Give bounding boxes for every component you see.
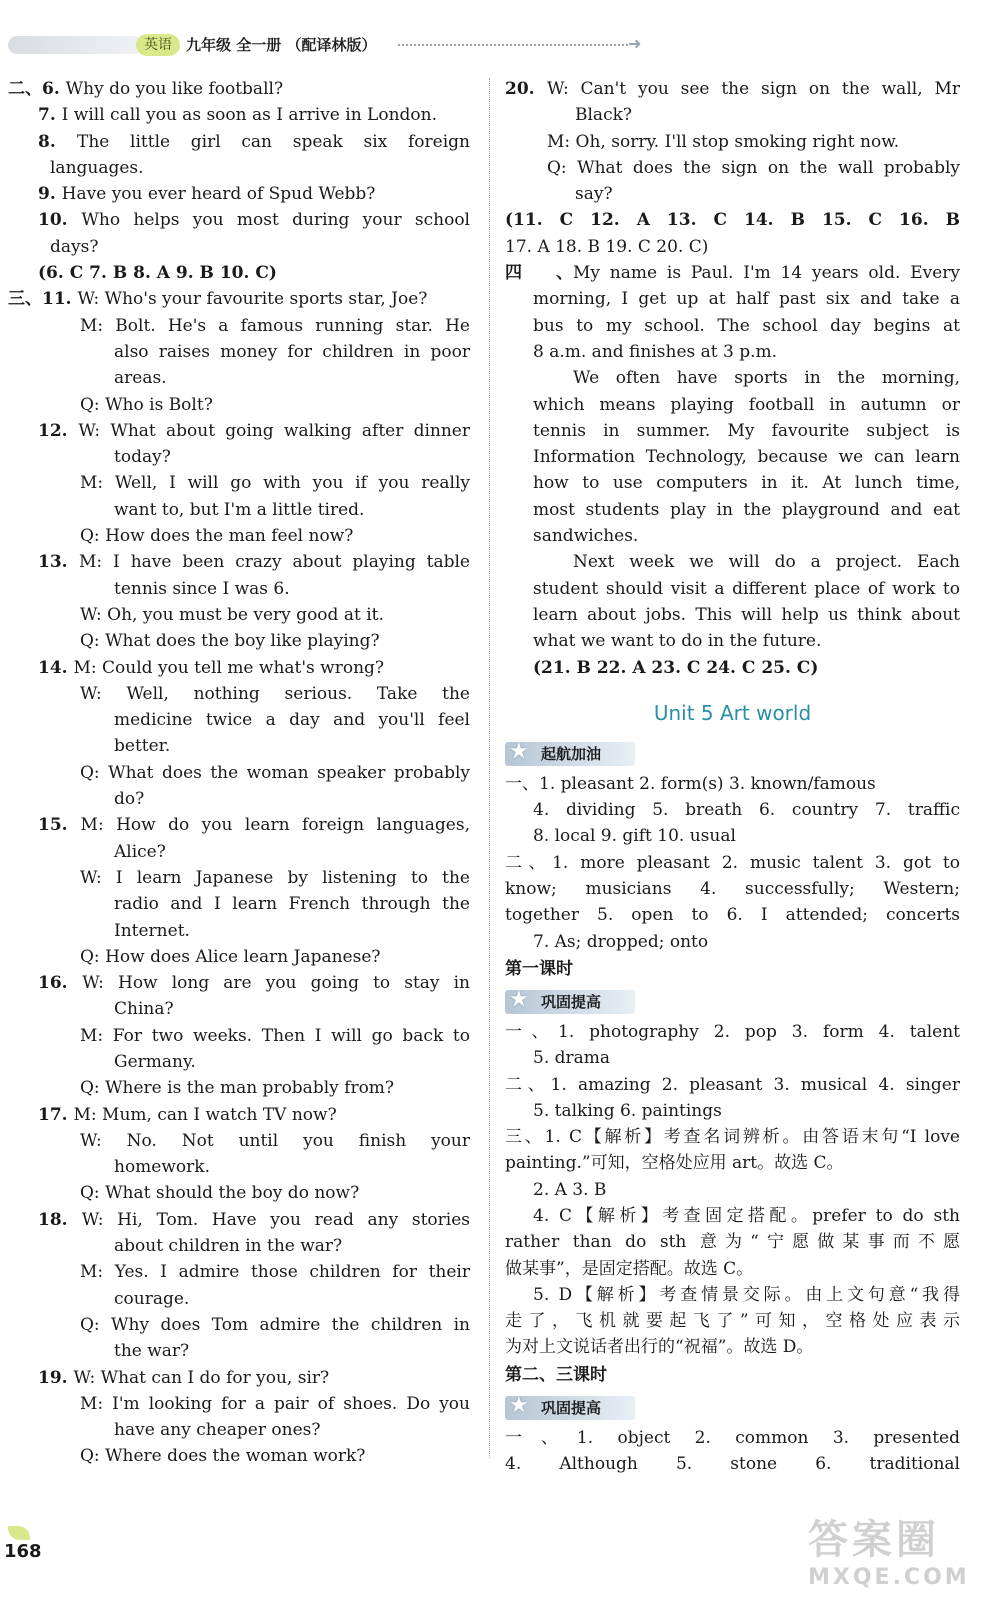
passage-text: what we want to do in the future. <box>533 631 822 652</box>
text-line <box>505 1451 960 1477</box>
item-text: Q: Where is the man probably from? <box>80 1078 395 1099</box>
text-line <box>505 1334 960 1360</box>
header-decor-bar <box>8 36 138 54</box>
text-line <box>8 1443 470 1469</box>
text-line <box>8 1365 470 1391</box>
item-text: Alice? <box>114 841 166 862</box>
text-line <box>8 339 470 365</box>
item-text: today? <box>114 447 171 468</box>
text-line <box>8 1338 470 1364</box>
text-line <box>505 1282 960 1308</box>
item-number: 8. <box>38 131 77 152</box>
text-line <box>505 876 960 902</box>
text-line <box>8 628 470 654</box>
text-line <box>8 1207 470 1233</box>
text-line <box>8 602 470 628</box>
passage-line <box>505 628 960 654</box>
item-text: 二、1. amazing 2. pleasant 3. musical 4. singer <box>505 1074 960 1095</box>
passage-line <box>505 523 960 549</box>
header-dotted-line <box>398 44 628 46</box>
item-text: 一、1. photography 2. pop 3. form 4. talent <box>505 1021 960 1042</box>
item-text: W: Can't you see the sign on the wall, Mr <box>546 79 960 99</box>
passage-text: 8 a.m. and finishes at 3 p.m. <box>533 341 778 362</box>
text-line <box>8 944 470 970</box>
text-line <box>8 365 470 391</box>
passage-line <box>505 444 960 470</box>
text-line <box>8 286 470 312</box>
column-divider <box>489 78 490 1458</box>
listening-q20 <box>505 76 960 260</box>
item-number: 12. <box>38 420 79 441</box>
item-text: 走了，飞机就要起飞了”可知，空格处应表示 <box>505 1311 960 1332</box>
item-text: also raises money for children in poor <box>114 341 470 362</box>
text-line <box>505 207 960 233</box>
passage-line <box>505 286 960 312</box>
section-label: 巩固提高 <box>541 1398 602 1417</box>
text-line <box>8 497 470 523</box>
item-number: 18. <box>38 1209 82 1230</box>
star-icon: ★ <box>509 986 529 1012</box>
item-number: 20. <box>505 79 547 99</box>
text-line <box>8 181 470 207</box>
passage-label: 四、 <box>505 263 573 284</box>
text-line <box>8 1286 470 1312</box>
text-line <box>8 996 470 1022</box>
text-line <box>505 823 960 849</box>
text-line <box>505 1019 960 1045</box>
item-text: W: What can I do for you, sir? <box>73 1367 330 1388</box>
text-line <box>8 1312 470 1338</box>
text-line <box>8 786 470 812</box>
item-text: 三、1. C【解析】考查名词辨析。由答语末句“I love <box>505 1127 960 1148</box>
item-text: 5. drama <box>533 1048 611 1069</box>
text-line <box>8 1102 470 1128</box>
passage-line <box>505 339 960 365</box>
item-text: about children in the war? <box>114 1236 343 1257</box>
item-number: 15. <box>38 815 81 836</box>
item-text: M: Oh, sorry. I'll stop smoking right now. <box>547 131 900 152</box>
item-text: Germany. <box>114 1051 196 1072</box>
text-line <box>505 850 960 876</box>
item-text: W: Who's your favourite sports star, Joe? <box>77 289 428 310</box>
passage-text: which means playing football in autumn or <box>533 394 960 415</box>
text-line <box>505 1098 960 1124</box>
item-text: 4. Although 5. stone 6. traditional <box>505 1454 960 1475</box>
item-text: together 5. open to 6. I attended; concerts <box>505 905 960 926</box>
text-line <box>8 234 470 260</box>
item-text: M: Well, I will go with you if you really <box>80 473 470 494</box>
passage-line <box>505 418 960 444</box>
passage-line <box>505 260 960 286</box>
passage-line <box>505 602 960 628</box>
text-line <box>505 76 960 102</box>
watermark-line2: MXQE.COM <box>808 1565 970 1590</box>
passage-line <box>505 365 960 391</box>
text-line <box>8 1154 470 1180</box>
item-number: 17. <box>38 1104 74 1125</box>
right-column <box>505 76 960 1477</box>
page-number: 168 <box>4 1541 42 1562</box>
item-text: painting.”可知，空格处应用 art。故选 C。 <box>505 1153 844 1174</box>
item-text: 做某事”，是固定搭配。故选 C。 <box>505 1258 754 1279</box>
text-line <box>505 1308 960 1334</box>
item-text: W: No. Not until you finish your <box>80 1130 470 1151</box>
star-icon: ★ <box>509 738 529 764</box>
item-text: M: Mum, can I watch TV now? <box>73 1104 337 1125</box>
item-text: Q: How does Alice learn Japanese? <box>80 946 381 967</box>
passage-text: Next week we will do a project. Each <box>573 552 960 573</box>
text-line <box>8 260 470 286</box>
text-line <box>8 1128 470 1154</box>
item-text: Q: What does the woman speaker probably <box>80 762 470 783</box>
item-text: China? <box>114 999 174 1020</box>
subject-badge: 英语 <box>136 34 180 56</box>
passage-line <box>505 576 960 602</box>
item-text: 一、1. object 2. common 3. presented <box>505 1427 960 1448</box>
passage-text: morning, I get up at half past six and take a <box>533 289 960 310</box>
text-line <box>8 839 470 865</box>
text-line <box>8 418 470 444</box>
item-text: W: What about going walking after dinner <box>78 420 470 441</box>
item-text: radio and I learn French through the <box>114 894 470 915</box>
item-number: 二、6. <box>8 79 66 99</box>
passage-text: student should visit a different place of work to <box>533 578 960 599</box>
text-line <box>8 129 470 155</box>
item-text: Q: How does the man feel now? <box>80 526 354 547</box>
item-text: I will call you as soon as I arrive in London. <box>61 105 437 126</box>
item-text: know; musicians 4. successfully; Western; <box>505 879 960 900</box>
passage-line <box>505 313 960 339</box>
section-header-2 <box>505 987 960 1017</box>
text-line <box>505 155 960 181</box>
item-text: W: Oh, you must be very good at it. <box>80 604 384 625</box>
watermark-logo <box>808 1508 988 1594</box>
text-line <box>8 1049 470 1075</box>
text-line <box>505 771 960 797</box>
text-line <box>8 576 470 602</box>
item-text: Why do you like football? <box>65 79 284 99</box>
text-line <box>8 681 470 707</box>
passage-text: We often have sports in the morning, <box>573 368 960 389</box>
item-text: have any cheaper ones? <box>114 1420 321 1441</box>
arrow-right-icon: ➜ <box>628 34 642 53</box>
text-line <box>8 76 470 102</box>
text-line <box>505 1177 960 1203</box>
item-text: Q: Why does Tom admire the children in <box>80 1314 470 1335</box>
item-text: M: I have been crazy about playing table <box>79 552 470 573</box>
item-number: 16. <box>38 973 83 994</box>
item-text: 一、1. pleasant 2. form(s) 3. known/famous <box>505 773 876 794</box>
text-line <box>8 102 470 128</box>
text-line <box>8 707 470 733</box>
text-line <box>8 812 470 838</box>
text-line <box>8 918 470 944</box>
page-header <box>8 30 648 60</box>
star-icon: ★ <box>509 1392 529 1418</box>
item-text: The little girl can speak six foreign <box>76 131 470 152</box>
item-number: 10. <box>38 210 82 231</box>
item-text: Have you ever heard of Spud Webb? <box>61 184 376 205</box>
item-number: 9. <box>38 184 62 205</box>
text-line <box>8 1180 470 1206</box>
passage-text: sandwiches. <box>533 526 639 547</box>
item-text: M: How do you learn foreign languages, <box>80 815 470 836</box>
item-text: 17. A 18. B 19. C 20. C) <box>505 236 709 257</box>
text-line <box>8 1233 470 1259</box>
section-1-answers <box>505 771 960 955</box>
text-line <box>505 1425 960 1451</box>
text-line <box>8 970 470 996</box>
item-text: W: How long are you going to stay in <box>82 973 470 994</box>
item-text: Q: Where does the woman work? <box>80 1446 366 1467</box>
text-line <box>8 733 470 759</box>
item-text: Q: Who is Bolt? <box>80 394 213 415</box>
section-2-answers <box>505 1019 960 1361</box>
passage-text: how to use computers in it. At lunch time, <box>533 473 960 494</box>
lesson-heading-2: 第二、三课时 <box>505 1364 607 1385</box>
watermark-line1: 答案圈 <box>808 1517 940 1563</box>
item-text: do? <box>114 789 145 810</box>
item-text: the war? <box>114 1341 190 1362</box>
item-text: Who helps you most during your school <box>81 210 470 231</box>
item-text: want to, but I'm a little tired. <box>114 499 365 520</box>
passage-text: tennis in summer. My favourite subject is <box>533 420 960 441</box>
section-header-1 <box>505 739 960 769</box>
text-line <box>505 1256 960 1282</box>
item-text: 8. local 9. gift 10. usual <box>533 826 736 847</box>
item-text: better. <box>114 736 171 757</box>
text-line <box>8 1417 470 1443</box>
item-text: Q: What does the boy like playing? <box>80 631 380 652</box>
item-text: (6. C 7. B 8. A 9. B 10. C) <box>38 263 277 284</box>
item-text: Black? <box>575 105 633 126</box>
text-line <box>8 392 470 418</box>
text-line <box>8 655 470 681</box>
lesson-heading-1: 第一课时 <box>505 958 573 979</box>
item-number: 7. <box>38 105 62 126</box>
item-text: rather than do sth 意为“宁愿做某事而不愿 <box>505 1232 960 1253</box>
item-text: say? <box>575 184 613 205</box>
item-text: M: Yes. I admire those children for their <box>80 1262 470 1283</box>
passage-text: (21. B 22. A 23. C 24. C 25. C) <box>533 657 819 678</box>
text-line <box>505 1045 960 1071</box>
text-line <box>505 129 960 155</box>
item-text: M: Bolt. He's a famous running star. He <box>80 315 470 336</box>
item-text: languages. <box>50 157 144 178</box>
item-text: 4. dividing 5. breath 6. country 7. traffic <box>533 800 960 821</box>
item-text: courage. <box>114 1288 190 1309</box>
text-line <box>505 234 960 260</box>
item-text: 5. talking 6. paintings <box>533 1100 722 1121</box>
item-text: Q: What does the sign on the wall probably <box>547 157 960 178</box>
passage-text: My name is Paul. I'm 14 years old. Every <box>573 263 960 284</box>
passage-line <box>505 497 960 523</box>
item-number: 13. <box>38 552 80 573</box>
unit-title: Unit 5 Art world <box>653 700 812 725</box>
item-text: M: Could you tell me what's wrong? <box>73 657 385 678</box>
item-text: areas. <box>114 368 167 389</box>
item-text: M: I'm looking for a pair of shoes. Do you <box>80 1393 470 1414</box>
passage-line <box>505 655 960 681</box>
item-text: W: I learn Japanese by listening to the <box>80 867 470 888</box>
item-text: 二、1. more pleasant 2. music talent 3. got to <box>505 852 960 873</box>
page-number-block <box>0 1522 48 1562</box>
item-number: 19. <box>38 1367 74 1388</box>
text-line <box>505 1229 960 1255</box>
section-3-answers <box>505 1425 960 1478</box>
item-text: W: Hi, Tom. Have you read any stories <box>81 1209 470 1230</box>
text-line <box>8 865 470 891</box>
item-text: Q: What should the boy do now? <box>80 1183 360 1204</box>
text-line <box>8 313 470 339</box>
passage-text: Information Technology, because we can learn <box>533 447 960 468</box>
section-label: 起航加油 <box>541 744 602 763</box>
text-line <box>505 929 960 955</box>
text-line <box>8 523 470 549</box>
text-line <box>505 1124 960 1150</box>
section-label: 巩固提高 <box>541 992 602 1011</box>
item-text: M: For two weeks. Then I will go back to <box>80 1025 470 1046</box>
item-text: days? <box>50 236 99 257</box>
passage-text: bus to my school. The school day begins at <box>533 315 960 336</box>
passage-text: learn about jobs. This will help us think about <box>533 604 960 625</box>
text-line <box>8 891 470 917</box>
item-text: 为对上文说话者出行的“祝福”。故选 D。 <box>505 1337 814 1358</box>
listening-passage <box>505 260 960 681</box>
text-line <box>505 1072 960 1098</box>
text-line <box>8 1391 470 1417</box>
item-text: tennis since I was 6. <box>114 578 290 599</box>
text-line <box>8 444 470 470</box>
passage-line <box>505 549 960 575</box>
item-number: 三、11. <box>8 289 78 310</box>
item-text: (11. C 12. A 13. C 14. B 15. C 16. B <box>505 210 960 231</box>
item-text: 7. As; dropped; onto <box>533 931 709 952</box>
section-header-3 <box>505 1393 960 1423</box>
leaf-icon <box>8 1526 30 1540</box>
text-line <box>8 760 470 786</box>
text-line <box>8 207 470 233</box>
item-text: homework. <box>114 1157 210 1178</box>
text-line <box>505 1203 960 1229</box>
item-text: W: Well, nothing serious. Take the <box>80 683 470 704</box>
item-number: 14. <box>38 657 74 678</box>
item-text: 2. A 3. B <box>533 1179 607 1200</box>
passage-line <box>505 392 960 418</box>
text-line <box>505 102 960 128</box>
text-line <box>8 470 470 496</box>
text-line <box>505 902 960 928</box>
text-line <box>8 549 470 575</box>
passage-line <box>505 470 960 496</box>
text-line <box>8 1023 470 1049</box>
left-column <box>8 76 470 1470</box>
text-line <box>8 1075 470 1101</box>
text-line <box>505 1150 960 1176</box>
item-text: Internet. <box>114 920 190 941</box>
passage-text: most students play in the playground and eat <box>533 499 960 520</box>
item-text: medicine twice a day and you'll feel <box>114 710 470 731</box>
item-text: 5. D【解析】考查情景交际。由上文句意“我得 <box>533 1284 960 1305</box>
text-line <box>8 1259 470 1285</box>
text-line <box>505 181 960 207</box>
text-line <box>8 155 470 181</box>
item-text: 4. C【解析】考查固定搭配。prefer to do sth <box>533 1205 960 1226</box>
text-line <box>505 797 960 823</box>
book-title: 九年级 全一册 （配译林版） <box>186 36 377 54</box>
